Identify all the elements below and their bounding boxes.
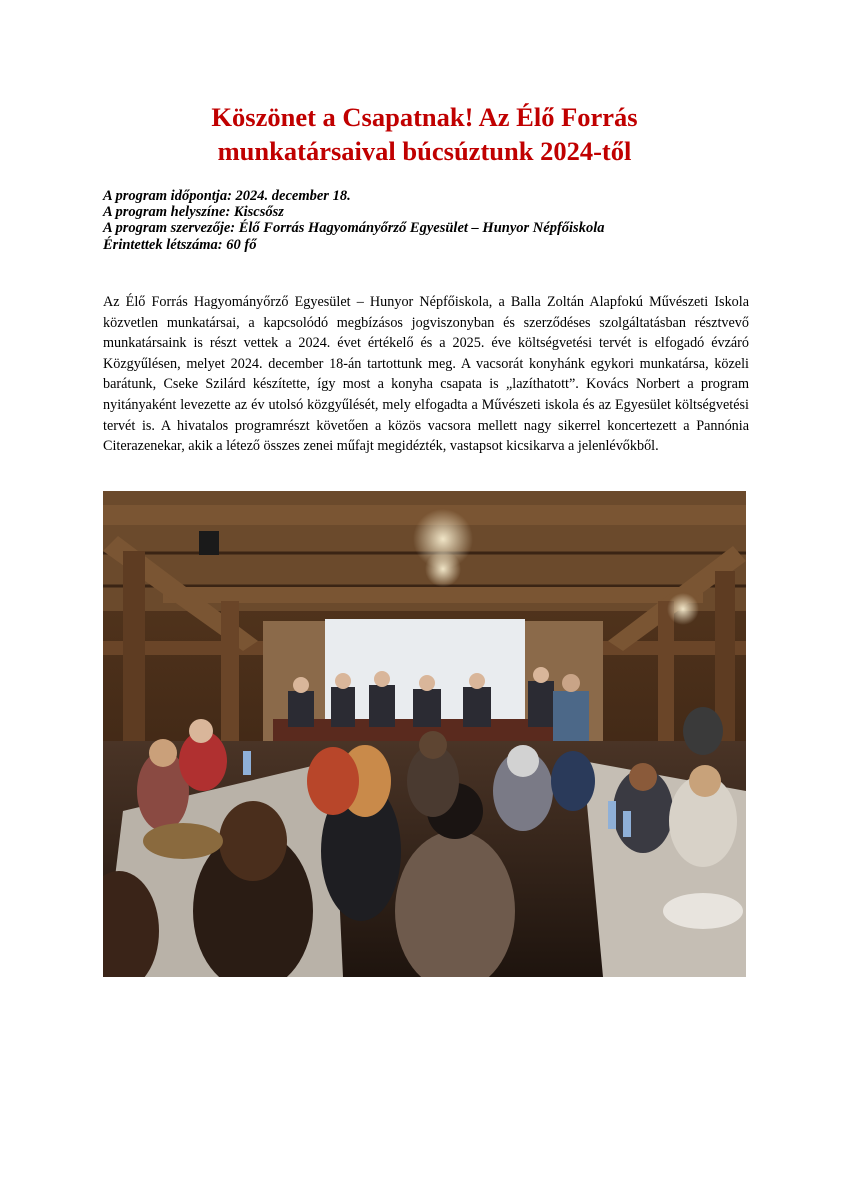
program-organizer: A program szervezője: Élő Forrás Hagyományőrző Egyesület – Hunyor Népfőiskola: [103, 220, 605, 237]
article-title-line-2: munkatársaival búcsúztunk 2024-től: [217, 136, 632, 166]
program-attendance: Érintettek létszáma: 60 fő: [103, 236, 257, 253]
article-body: Az Élő Forrás Hagyományőrző Egyesület – Hunyor Népfőiskola, a Balla Zoltán Alapfokú Művészeti Iskola közvetlen munkatársai, a kapcsolódó megbízásos jogviszonyban és szerződéses szolgáltatásban résztvevő munkatársaink is részt vettek a 2024. évet értékelő és a 2025. éve költségvetési tervét is elfogadó évzáró Közgyűlésen, melyet 2024. december 18-án tartottunk meg. A vacsorát konyhánk egykori munkatársa, közeli barátunk, Cseke Szilárd készítette, így most a konyha csapata is „lazíthatott”. Kovács Norbert a program nyitányaként levezette az év utolsó közgyűlését, mely elfogadta a Művészeti iskola és az Egyesület költségvetési tervét is. A hivatalos programrészt követően a közös vacsora mellett nagy sikerrel koncertezett a Pannónia Citerazenekar, akik a létező összes zenei műfajt megidézték, vastapsot kicsikarva a jelenlévőkből.: [103, 294, 749, 455]
event-photo: [103, 491, 746, 977]
article-title: [60, 100, 789, 168]
program-details: [103, 188, 753, 253]
program-date: A program időpontja: 2024. december 18.: [103, 188, 351, 204]
article-title-line-1: Köszönet a Csapatnak! Az Élő Forrás: [211, 102, 638, 132]
program-location: A program helyszíne: Kiscsősz: [103, 204, 284, 221]
